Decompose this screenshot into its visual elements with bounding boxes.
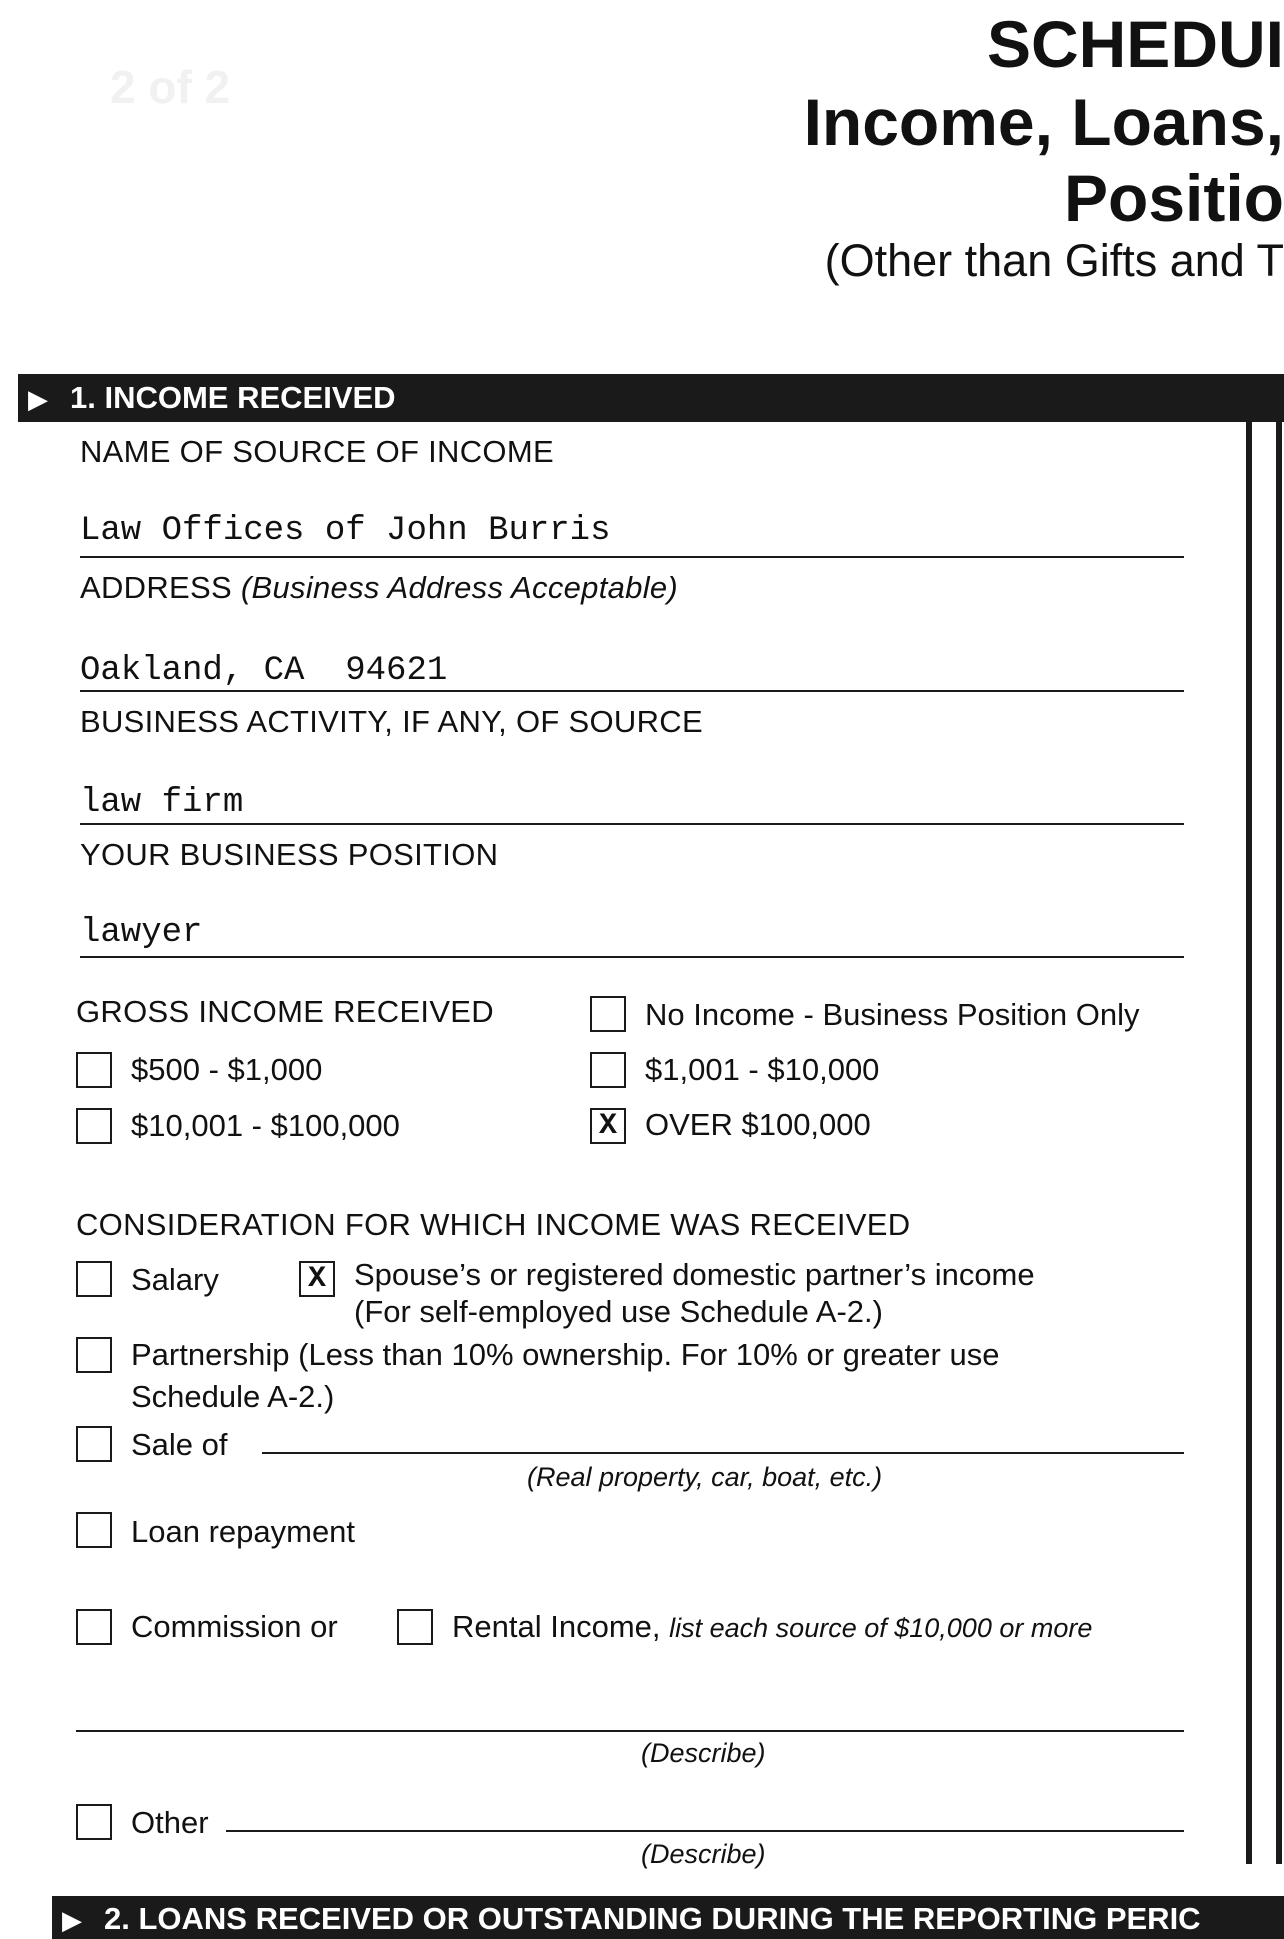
- rental-income-checkbox[interactable]: [397, 1609, 433, 1645]
- business-activity-underline: [80, 823, 1184, 825]
- spouse-income-note: (For self-employed use Schedule A-2.): [354, 1294, 883, 1329]
- partnership-checkbox[interactable]: [76, 1337, 112, 1373]
- play-arrow-icon: ▶: [62, 1905, 82, 1935]
- income-1001-10000-checkbox[interactable]: [590, 1052, 626, 1088]
- commission-checkbox[interactable]: [76, 1609, 112, 1645]
- loan-repayment-checkbox[interactable]: [76, 1512, 112, 1548]
- source-name-field[interactable]: Law Offices of John Burris: [80, 512, 611, 550]
- address-underline: [80, 690, 1184, 692]
- partnership-label: Partnership (Less than 10% ownership. For 10% or greater use: [131, 1337, 1000, 1372]
- no-income-label: No Income - Business Position Only: [645, 997, 1140, 1032]
- address-label-text: ADDRESS: [80, 570, 232, 605]
- section-loans-header: [52, 1896, 1284, 1939]
- page-number: 2 of 2: [110, 61, 231, 113]
- business-position-underline: [80, 956, 1184, 958]
- schedule-subtitle: (Other than Gifts and T: [824, 235, 1284, 286]
- right-border-line-outer: [1276, 422, 1282, 1864]
- business-activity-field[interactable]: law firm: [80, 784, 244, 822]
- no-income-checkbox[interactable]: [590, 996, 626, 1032]
- source-name-label: NAME OF SOURCE OF INCOME: [80, 434, 554, 469]
- commission-rental-describe-field[interactable]: [76, 1730, 1184, 1732]
- partnership-label-line2: Schedule A-2.): [131, 1379, 335, 1414]
- commission-rental-describe-hint: (Describe): [641, 1738, 766, 1768]
- salary-label: Salary: [131, 1262, 219, 1297]
- schedule-title: SCHEDUI: [986, 7, 1284, 81]
- section-income-received-header: [18, 374, 1284, 422]
- income-over-100000-label: OVER $100,000: [645, 1107, 871, 1142]
- sale-of-label: Sale of: [131, 1427, 228, 1462]
- business-position-label: YOUR BUSINESS POSITION: [80, 837, 499, 872]
- sale-of-checkbox[interactable]: [76, 1426, 112, 1462]
- address-label: [80, 570, 678, 606]
- sale-of-hint: (Real property, car, boat, etc.): [527, 1462, 883, 1492]
- section-title: 1. INCOME RECEIVED: [70, 380, 396, 415]
- other-checkbox[interactable]: [76, 1804, 112, 1840]
- address-field[interactable]: Oakland, CA 94621: [80, 652, 448, 690]
- rental-income-hint: list each source of $10,000 or more: [669, 1613, 1093, 1643]
- rental-income-label: [452, 1609, 1092, 1645]
- schedule-title-line2: Income, Loans,: [803, 85, 1284, 159]
- sale-of-field[interactable]: [262, 1452, 1184, 1454]
- source-name-underline: [80, 556, 1184, 558]
- rental-income-text: Rental Income,: [452, 1609, 661, 1644]
- business-activity-label: BUSINESS ACTIVITY, IF ANY, OF SOURCE: [80, 704, 703, 739]
- business-position-field[interactable]: lawyer: [80, 914, 203, 952]
- income-500-1000-label: $500 - $1,000: [131, 1052, 323, 1087]
- income-1001-10000-label: $1,001 - $10,000: [645, 1052, 880, 1087]
- loan-repayment-label: Loan repayment: [131, 1514, 356, 1549]
- income-over-100000-checkbox[interactable]: X: [590, 1108, 626, 1144]
- salary-checkbox[interactable]: [76, 1261, 112, 1297]
- schedule-title-line3: Positio: [1063, 161, 1284, 235]
- right-border-line: [1246, 422, 1252, 1864]
- other-describe-hint: (Describe): [641, 1839, 766, 1869]
- commission-label: Commission or: [131, 1609, 338, 1644]
- other-describe-field[interactable]: [226, 1830, 1184, 1832]
- gross-income-label: GROSS INCOME RECEIVED: [76, 994, 494, 1029]
- section-title: 2. LOANS RECEIVED OR OUTSTANDING DURING THE REPORTING PERIC: [104, 1901, 1201, 1936]
- income-10001-100000-label: $10,001 - $100,000: [131, 1108, 400, 1143]
- spouse-income-checkbox[interactable]: X: [299, 1261, 335, 1297]
- income-10001-100000-checkbox[interactable]: [76, 1108, 112, 1144]
- address-hint: (Business Address Acceptable): [240, 570, 679, 605]
- play-arrow-icon: ▶: [28, 384, 48, 414]
- income-500-1000-checkbox[interactable]: [76, 1052, 112, 1088]
- other-label: Other: [131, 1805, 209, 1840]
- consideration-label: CONSIDERATION FOR WHICH INCOME WAS RECEIVED: [76, 1207, 911, 1242]
- spouse-income-label: Spouse’s or registered domestic partner’s income: [354, 1257, 1035, 1292]
